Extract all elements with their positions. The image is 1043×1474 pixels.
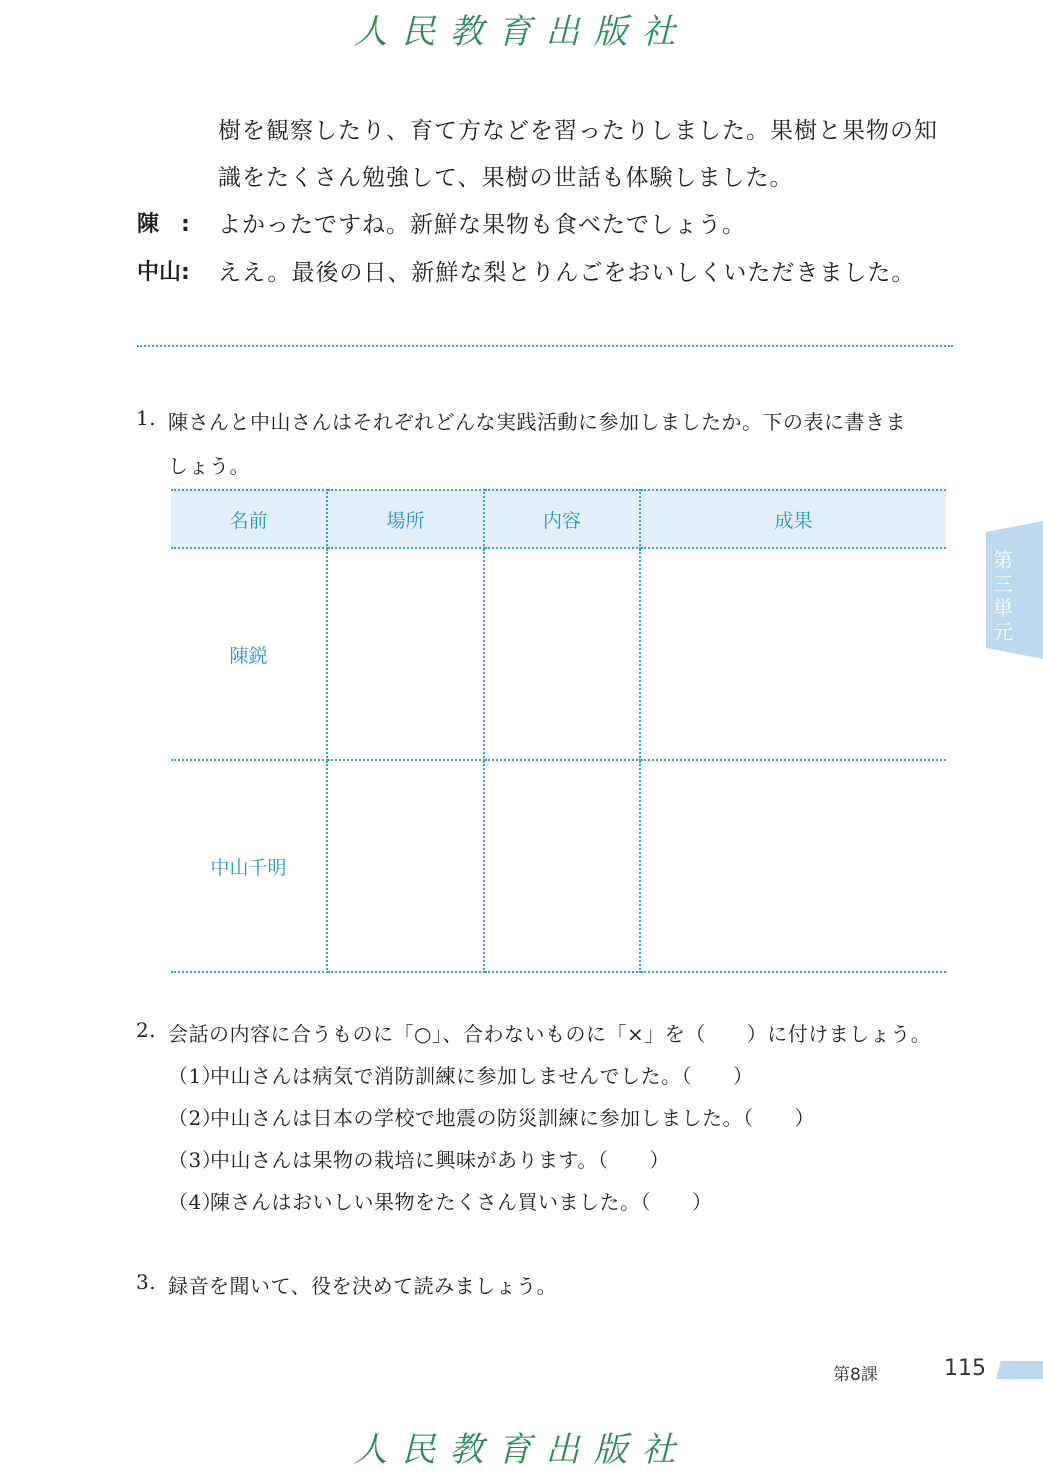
unit-side-tab-label: 第三単元: [993, 548, 1013, 644]
dialogue-line-4: ええ。最後の日、新鮮な梨とりんごをおいしくいただきました。: [218, 260, 916, 286]
q2-item-2-label: （2）: [168, 1106, 223, 1130]
q1-text-line1: 陳さんと中山さんはそれぞれどんな実践活動に参加しましたか。下の表に書きま: [168, 410, 906, 434]
dialogue-line-2: 識をたくさん勉強して、果樹の世話も体験しました。: [218, 165, 794, 191]
header-result: 成果: [640, 490, 946, 548]
table-header-row: [171, 490, 946, 548]
q2-item-3-text: 中山さんは果物の栽培に興味があります。（ ）: [210, 1148, 670, 1172]
table-row: [171, 548, 946, 760]
dialogue-line-1: 樹を観察したり、育て方などを習ったりしました。果樹と果物の知: [218, 118, 938, 144]
q1-text-line2: しょう。: [168, 454, 250, 478]
page-number: 115: [944, 1356, 986, 1381]
header-content: 内容: [484, 490, 640, 548]
lesson-label: 第8課: [833, 1365, 878, 1385]
page-marker-bar: [996, 1361, 1043, 1379]
section-divider: [137, 345, 953, 347]
q3-text: 録音を聞いて、役を決めて読みましょう。: [168, 1274, 558, 1298]
publisher-logo: 人民教育出版社: [353, 12, 690, 52]
q2-item-4-text: 陳さんはおいしい果物をたくさん買いました。（ ）: [210, 1190, 713, 1214]
dialogue-line-3: よかったですね。新鮮な果物も食べたでしょう。: [218, 212, 746, 238]
publisher-logo-footer: 人民教育出版社: [353, 1430, 690, 1470]
cell-content-blank[interactable]: [484, 548, 640, 760]
row-name-chen: 陳鋭: [171, 548, 327, 760]
cell-place-blank[interactable]: [327, 548, 484, 760]
q2-item-4-label: （4）: [168, 1190, 223, 1214]
speaker-nakayama: 中山:: [137, 260, 190, 285]
cell-result-blank[interactable]: [640, 548, 946, 760]
cell-result-blank[interactable]: [640, 760, 946, 972]
header-place: 場所: [327, 490, 484, 548]
row-name-nakayama: 中山千明: [171, 760, 327, 972]
practice-table: [171, 489, 946, 973]
header-name: 名前: [171, 490, 327, 548]
q2-text: 会話の内容に合うものに「○」、合わないものに「×」を（ ）に付けましょう。: [168, 1022, 932, 1046]
q3-number: 3.: [136, 1270, 157, 1294]
q2-number: 2.: [136, 1018, 157, 1042]
table-row: [171, 760, 946, 972]
speaker-chen: 陳 :: [137, 212, 190, 237]
cell-content-blank[interactable]: [484, 760, 640, 972]
q2-item-1-label: （1）: [168, 1064, 223, 1088]
q2-item-1-text: 中山さんは病気で消防訓練に参加しませんでした。（ ）: [210, 1064, 754, 1088]
q2-item-3-label: （3）: [168, 1148, 223, 1172]
cell-place-blank[interactable]: [327, 760, 484, 972]
q2-item-2-text: 中山さんは日本の学校で地震の防災訓練に参加しました。（ ）: [210, 1106, 815, 1130]
q1-number: 1.: [136, 406, 157, 430]
